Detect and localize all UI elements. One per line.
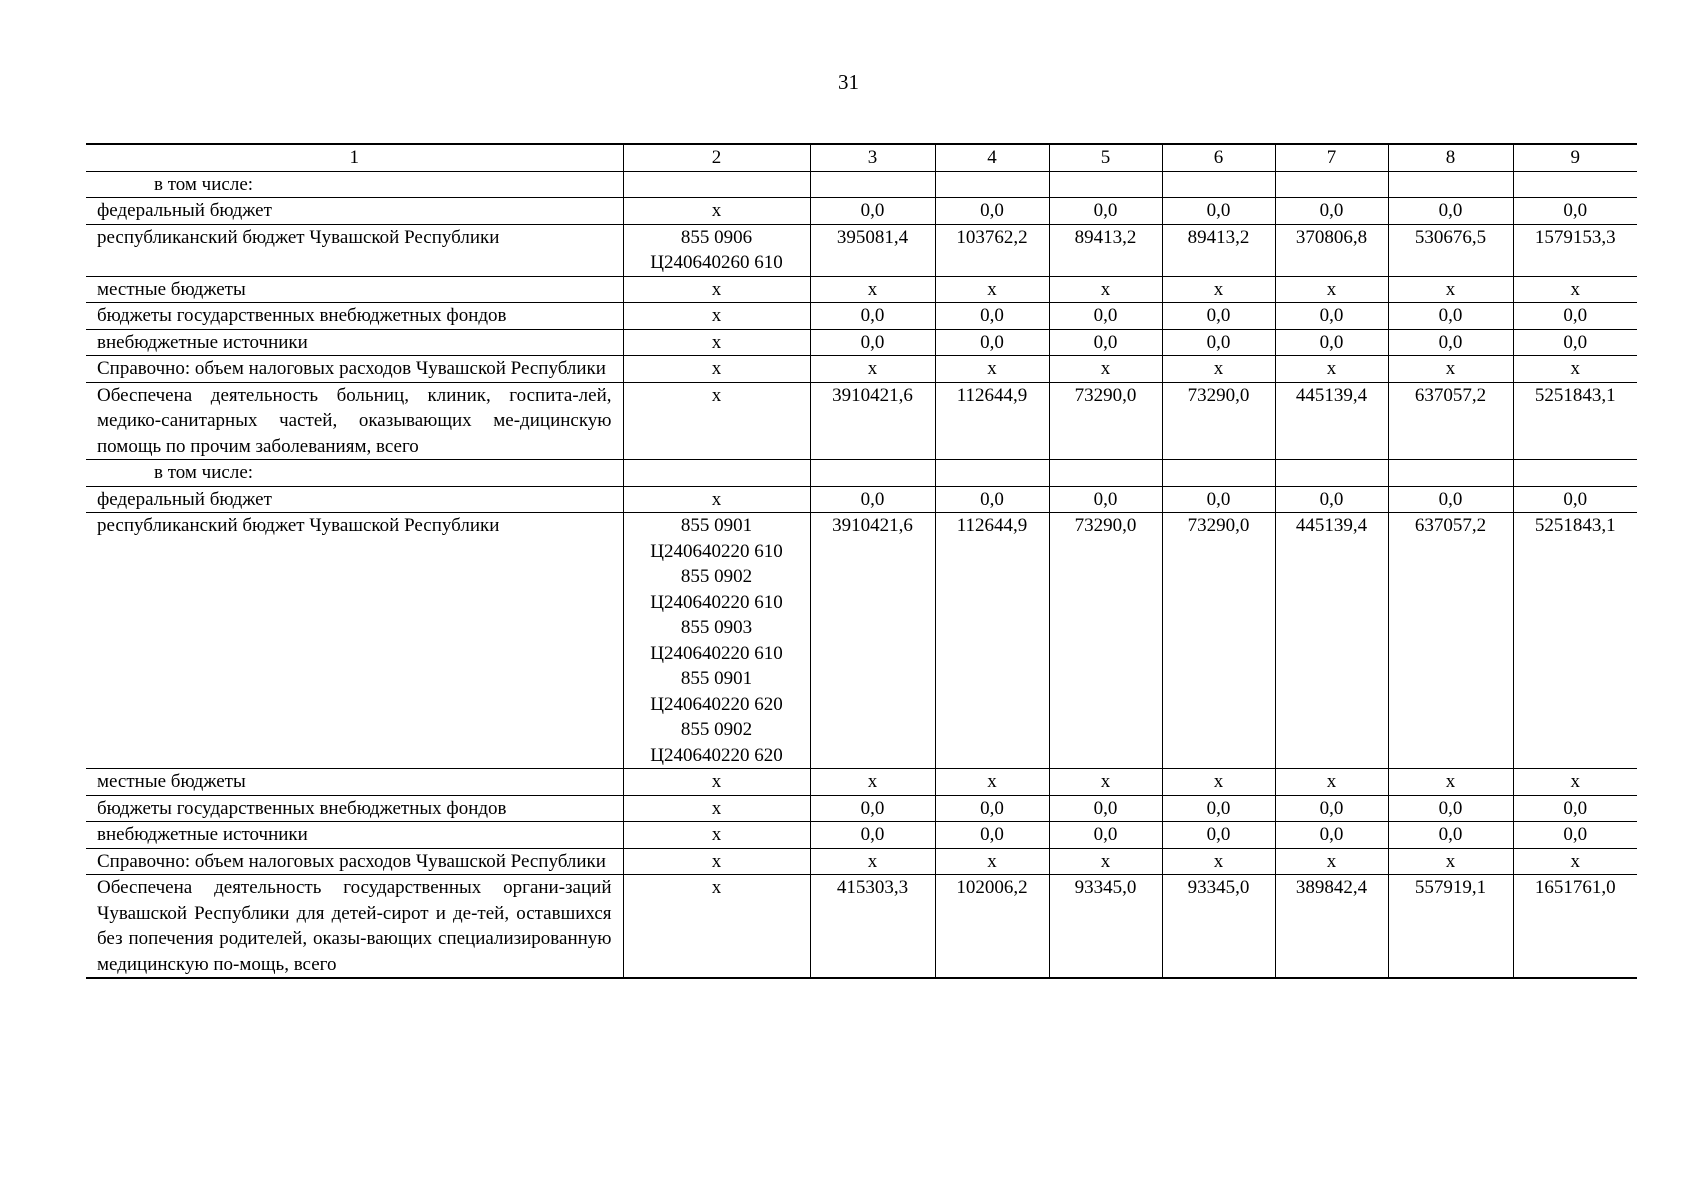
value-cell-col-4: 0,0: [935, 303, 1049, 330]
value-cell-col-7: [1275, 171, 1388, 198]
value-cell-col-7: 0,0: [1275, 822, 1388, 849]
value-cell-col-9: 5251843,1: [1513, 382, 1637, 460]
value-cell-col-3: [810, 460, 935, 487]
table-body: [86, 144, 1637, 978]
budget-code: х: [711, 771, 722, 792]
value-cell-col-6: 0,0: [1162, 329, 1275, 356]
value-cell-col-7: [1275, 460, 1388, 487]
value-cell-col-6: 73290,0: [1162, 513, 1275, 769]
value-cell-col-8: 0,0: [1388, 198, 1513, 225]
value-cell-col-5: 0,0: [1049, 198, 1162, 225]
row-label: в том числе:: [86, 460, 623, 487]
value-cell-col-8: [1388, 460, 1513, 487]
value-cell-col-5: 0,0: [1049, 822, 1162, 849]
table-row: [86, 486, 1637, 513]
budget-code: х: [711, 305, 722, 326]
value-cell-col-3: х: [810, 769, 935, 796]
value-cell-col-7: 0,0: [1275, 198, 1388, 225]
budget-code: 855 0901: [680, 668, 753, 689]
value-cell-col-8: [1388, 171, 1513, 198]
budget-code: х: [711, 824, 722, 845]
budget-code: х: [711, 358, 722, 379]
value-cell-col-9: 0,0: [1513, 822, 1637, 849]
budget-code-cell: [623, 276, 810, 303]
budget-code: Ц240640220 620: [650, 693, 783, 715]
budget-code: х: [711, 200, 722, 221]
value-cell-col-7: 445139,4: [1275, 382, 1388, 460]
value-cell-col-5: 89413,2: [1049, 224, 1162, 276]
value-cell-col-6: 93345,0: [1162, 875, 1275, 979]
budget-code-cell: [623, 171, 810, 198]
value-cell-col-4: 0,0: [935, 795, 1049, 822]
value-cell-col-6: 0,0: [1162, 795, 1275, 822]
value-cell-col-5: 0,0: [1049, 795, 1162, 822]
row-label: федеральный бюджет: [86, 486, 623, 513]
value-cell-col-9: х: [1513, 769, 1637, 796]
value-cell-col-4: 102006,2: [935, 875, 1049, 979]
value-cell-col-3: 395081,4: [810, 224, 935, 276]
page-number: 31: [838, 70, 859, 94]
row-label: бюджеты государственных внебюджетных фондов: [86, 795, 623, 822]
budget-code: х: [711, 488, 722, 510]
value-cell-col-8: 0,0: [1388, 329, 1513, 356]
budget-code: х: [711, 850, 722, 872]
row-label: Обеспечена деятельность государственных органи-заций Чувашской Республики для детей-сирот и де-тей, оставшихся без попечения родителей, оказы-вающих специализированную медицинскую по-мощь, всего: [86, 875, 623, 979]
budget-table: [86, 143, 1637, 979]
value-cell-col-8: х: [1388, 276, 1513, 303]
budget-code: х: [711, 384, 722, 406]
value-cell-col-8: 530676,5: [1388, 224, 1513, 276]
budget-code-cell: [623, 486, 810, 513]
value-cell-col-9: 5251843,1: [1513, 513, 1637, 769]
budget-code-cell: [623, 875, 810, 979]
column-header-1: 1: [86, 144, 623, 171]
column-header-3: 3: [810, 144, 935, 171]
budget-code: х: [711, 278, 722, 300]
value-cell-col-4: 103762,2: [935, 224, 1049, 276]
table-row: [86, 171, 1637, 198]
value-cell-col-3: х: [810, 276, 935, 303]
value-cell-col-9: 0,0: [1513, 198, 1637, 225]
row-label: бюджеты государственных внебюджетных фондов: [86, 303, 623, 330]
value-cell-col-6: 0,0: [1162, 198, 1275, 225]
value-cell-col-7: х: [1275, 356, 1388, 383]
value-cell-col-5: 0,0: [1049, 329, 1162, 356]
row-label: республиканский бюджет Чувашской Республики: [86, 513, 623, 769]
row-label: местные бюджеты: [86, 276, 623, 303]
value-cell-col-7: 0,0: [1275, 303, 1388, 330]
table-row: [86, 875, 1637, 979]
budget-code-cell: [623, 224, 810, 276]
value-cell-col-5: 93345,0: [1049, 875, 1162, 979]
value-cell-col-3: 0,0: [810, 822, 935, 849]
table-row: [86, 276, 1637, 303]
value-cell-col-9: [1513, 171, 1637, 198]
column-header-9: 9: [1513, 144, 1637, 171]
row-label: внебюджетные источники: [86, 329, 623, 356]
row-label: республиканский бюджет Чувашской Республики: [86, 224, 623, 276]
value-cell-col-4: [935, 460, 1049, 487]
budget-code: Ц240640260 610: [650, 252, 783, 273]
value-cell-col-9: 0,0: [1513, 303, 1637, 330]
budget-code: Ц240640220 620: [650, 744, 783, 766]
value-cell-col-7: х: [1275, 769, 1388, 796]
column-header-2: 2: [623, 144, 810, 171]
budget-code-cell: [623, 382, 810, 460]
value-cell-col-6: х: [1162, 848, 1275, 875]
value-cell-col-5: х: [1049, 848, 1162, 875]
value-cell-col-8: 0,0: [1388, 486, 1513, 513]
value-cell-col-9: х: [1513, 356, 1637, 383]
budget-code: 855 0903: [680, 617, 753, 638]
value-cell-col-5: 0,0: [1049, 486, 1162, 513]
value-cell-col-6: х: [1162, 356, 1275, 383]
value-cell-col-5: 0,0: [1049, 303, 1162, 330]
column-header-6: 6: [1162, 144, 1275, 171]
value-cell-col-4: х: [935, 848, 1049, 875]
value-cell-col-8: х: [1388, 848, 1513, 875]
row-label: Справочно: объем налоговых расходов Чувашской Республики: [86, 848, 623, 875]
table-row: [86, 382, 1637, 460]
value-cell-col-9: 1579153,3: [1513, 224, 1637, 276]
value-cell-col-4: х: [935, 276, 1049, 303]
value-cell-col-3: х: [810, 848, 935, 875]
value-cell-col-7: 0,0: [1275, 795, 1388, 822]
value-cell-col-3: 0,0: [810, 198, 935, 225]
table-row: [86, 356, 1637, 383]
budget-code: 855 0901: [680, 515, 753, 536]
value-cell-col-5: 73290,0: [1049, 382, 1162, 460]
budget-code: х: [711, 331, 722, 353]
budget-code-cell: [623, 460, 810, 487]
value-cell-col-6: 0,0: [1162, 486, 1275, 513]
value-cell-col-6: [1162, 171, 1275, 198]
value-cell-col-8: 0,0: [1388, 303, 1513, 330]
value-cell-col-9: 0,0: [1513, 795, 1637, 822]
budget-code-cell: [623, 769, 810, 796]
value-cell-col-3: 415303,3: [810, 875, 935, 979]
value-cell-col-9: х: [1513, 848, 1637, 875]
value-cell-col-8: х: [1388, 356, 1513, 383]
table-row: [86, 198, 1637, 225]
budget-code-cell: [623, 822, 810, 849]
budget-code-cell: [623, 198, 810, 225]
value-cell-col-3: 0,0: [810, 303, 935, 330]
table-row: [86, 460, 1637, 487]
value-cell-col-5: х: [1049, 276, 1162, 303]
value-cell-col-4: 112644,9: [935, 382, 1049, 460]
table-row: [86, 795, 1637, 822]
row-label: местные бюджеты: [86, 769, 623, 796]
value-cell-col-8: 557919,1: [1388, 875, 1513, 979]
value-cell-col-6: 73290,0: [1162, 382, 1275, 460]
budget-code-cell: [623, 329, 810, 356]
value-cell-col-5: х: [1049, 356, 1162, 383]
value-cell-col-8: 637057,2: [1388, 382, 1513, 460]
value-cell-col-4: 0,0: [935, 486, 1049, 513]
budget-code-cell: [623, 356, 810, 383]
value-cell-col-8: 0,0: [1388, 822, 1513, 849]
value-cell-col-3: 0,0: [810, 795, 935, 822]
value-cell-col-7: 389842,4: [1275, 875, 1388, 979]
value-cell-col-5: 73290,0: [1049, 513, 1162, 769]
table-row: [86, 329, 1637, 356]
budget-code: х: [711, 797, 722, 819]
budget-code-cell: [623, 513, 810, 769]
value-cell-col-6: х: [1162, 276, 1275, 303]
table-row: [86, 224, 1637, 276]
value-cell-col-6: 89413,2: [1162, 224, 1275, 276]
value-cell-col-9: 0,0: [1513, 329, 1637, 356]
value-cell-col-5: х: [1049, 769, 1162, 796]
row-label: федеральный бюджет: [86, 198, 623, 225]
value-cell-col-7: х: [1275, 848, 1388, 875]
table-row: [86, 303, 1637, 330]
budget-code: Ц240640220 610: [650, 540, 783, 562]
row-label: Справочно: объем налоговых расходов Чувашской Республики: [86, 356, 623, 383]
budget-code: Ц240640220 610: [650, 591, 783, 613]
value-cell-col-9: 0,0: [1513, 486, 1637, 513]
header-row: [86, 144, 1637, 171]
column-header-7: 7: [1275, 144, 1388, 171]
budget-code: х: [711, 877, 722, 898]
value-cell-col-6: 0,0: [1162, 822, 1275, 849]
value-cell-col-8: х: [1388, 769, 1513, 796]
value-cell-col-4: [935, 171, 1049, 198]
value-cell-col-3: 0,0: [810, 329, 935, 356]
budget-code: Ц240640220 610: [650, 642, 783, 664]
value-cell-col-4: х: [935, 356, 1049, 383]
value-cell-col-3: 3910421,6: [810, 382, 935, 460]
value-cell-col-6: х: [1162, 769, 1275, 796]
column-header-4: 4: [935, 144, 1049, 171]
value-cell-col-3: 0,0: [810, 486, 935, 513]
column-header-5: 5: [1049, 144, 1162, 171]
value-cell-col-3: [810, 171, 935, 198]
value-cell-col-6: [1162, 460, 1275, 487]
table-row: [86, 822, 1637, 849]
value-cell-col-8: 637057,2: [1388, 513, 1513, 769]
value-cell-col-6: 0,0: [1162, 303, 1275, 330]
value-cell-col-4: 0,0: [935, 822, 1049, 849]
value-cell-col-4: 0,0: [935, 198, 1049, 225]
row-label: Обеспечена деятельность больниц, клиник, госпита-лей, медико-санитарных частей, оказывающих ме-дицинскую помощь по прочим заболеваниям, всего: [86, 382, 623, 460]
value-cell-col-9: х: [1513, 276, 1637, 303]
table-row: [86, 769, 1637, 796]
value-cell-col-5: [1049, 171, 1162, 198]
budget-code: 855 0902: [680, 566, 753, 587]
budget-code: 855 0906: [680, 226, 753, 248]
row-label: внебюджетные источники: [86, 822, 623, 849]
value-cell-col-7: 0,0: [1275, 486, 1388, 513]
value-cell-col-4: 112644,9: [935, 513, 1049, 769]
table-row: [86, 513, 1637, 769]
budget-code-cell: [623, 848, 810, 875]
value-cell-col-5: [1049, 460, 1162, 487]
value-cell-col-4: 0,0: [935, 329, 1049, 356]
column-header-8: 8: [1388, 144, 1513, 171]
value-cell-col-7: 445139,4: [1275, 513, 1388, 769]
table-row: [86, 848, 1637, 875]
budget-code: 855 0902: [680, 719, 753, 740]
value-cell-col-7: 370806,8: [1275, 224, 1388, 276]
value-cell-col-8: 0,0: [1388, 795, 1513, 822]
value-cell-col-4: х: [935, 769, 1049, 796]
value-cell-col-3: 3910421,6: [810, 513, 935, 769]
budget-code-cell: [623, 795, 810, 822]
value-cell-col-9: [1513, 460, 1637, 487]
value-cell-col-9: 1651761,0: [1513, 875, 1637, 979]
value-cell-col-7: х: [1275, 276, 1388, 303]
value-cell-col-3: х: [810, 356, 935, 383]
value-cell-col-7: 0,0: [1275, 329, 1388, 356]
row-label: в том числе:: [86, 171, 623, 198]
budget-code-cell: [623, 303, 810, 330]
